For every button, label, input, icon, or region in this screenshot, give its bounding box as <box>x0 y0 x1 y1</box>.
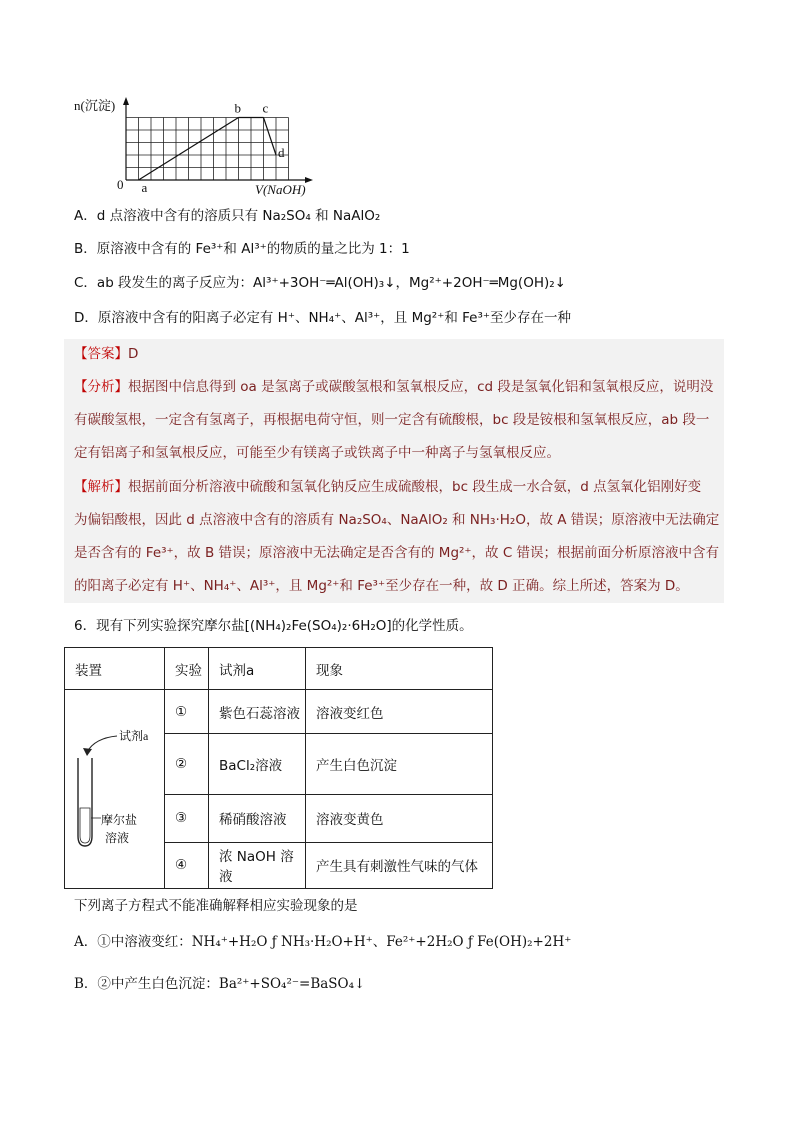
reagent-2: BaCl₂溶液 <box>209 734 306 794</box>
phenomenon-3: 溶液变黄色 <box>306 794 493 842</box>
exp-no-4: ④ <box>165 842 209 888</box>
solution-line-1 <box>74 478 701 496</box>
solution-label-2: 溶液 <box>105 831 130 845</box>
option-c-q5: C．ab 段发生的离子反应为：Al³⁺+3OH⁻═Al(OH)₃↓，Mg²⁺+2OH⁻═Mg(OH)₂↓ <box>74 275 566 291</box>
table-row <box>65 690 493 734</box>
header-reagent: 试剂a <box>209 648 306 690</box>
x-axis-arrow <box>305 177 313 183</box>
answer-line <box>74 345 138 363</box>
header-apparatus: 装置 <box>65 648 165 690</box>
solution-text-1: 根据前面分析溶液中硫酸和氢氧化钠反应生成硫酸根，bc 段生成一水合氨，d 点氢氧化铝刚好变 <box>128 479 702 495</box>
analysis-tag: 【分析】 <box>74 379 128 395</box>
q6-question: 下列离子方程式不能准确解释相应实验现象的是 <box>74 898 358 914</box>
reagent-4: 浓 NaOH 溶液 <box>209 842 306 888</box>
y-axis-arrow <box>123 97 129 105</box>
series-segment <box>264 118 277 156</box>
exp-no-2: ② <box>165 734 209 794</box>
origin-label: 0 <box>117 177 124 192</box>
chart-axes <box>123 97 313 183</box>
y-axis-label: n(沉淀) <box>74 98 116 113</box>
phenomenon-2: 产生白色沉淀 <box>306 734 493 794</box>
test-tube-diagram <box>65 690 164 888</box>
point-label-d: d <box>278 145 285 160</box>
analysis-text-1: 根据图中信息得到 oa 是氢离子或碳酸氢根和氢氧根反应，cd 段是氢氧化铝和氢氧根反应，说明没 <box>128 379 714 395</box>
q6-stem: 6．现有下列实验探究摩尔盐[(NH₄)₂Fe(SO₄)₂·6H₂O]的化学性质。 <box>74 618 473 634</box>
option-b-q5: B．原溶液中含有的 Fe³⁺和 Al³⁺的物质的量之比为 1：1 <box>74 241 410 257</box>
header-experiment: 实验 <box>165 648 209 690</box>
exp-no-1: ① <box>165 690 209 734</box>
chart-series <box>139 118 277 181</box>
point-label-b: b <box>234 100 241 116</box>
arrow-head <box>83 748 92 756</box>
chart-grid <box>126 118 289 181</box>
reagent-3: 稀硝酸溶液 <box>209 794 306 842</box>
phenomenon-1: 溶液变红色 <box>306 690 493 734</box>
reagent-label: 试剂a <box>119 729 149 743</box>
x-axis-label: V(NaOH) <box>255 182 306 197</box>
analysis-line-3: 定有铝离子和氢氧根反应，可能至少有镁离子或铁离子中一种离子与氢氧根反应。 <box>74 445 560 461</box>
experiment-table <box>64 647 493 889</box>
reagent-1: 紫色石蕊溶液 <box>209 690 306 734</box>
option-a-q5: A．d 点溶液中含有的溶质只有 Na₂SO₄ 和 NaAlO₂ <box>74 208 381 224</box>
apparatus-cell <box>65 690 165 889</box>
solution-line-2: 为偏铝酸根，因此 d 点溶液中含有的溶质有 Na₂SO₄、NaAlO₂ 和 NH₃·H₂O，故 A 错误；原溶液中无法确定 <box>74 512 720 528</box>
point-label-c: c <box>262 100 269 116</box>
analysis-line-1 <box>74 378 713 396</box>
option-d-q5: D．原溶液中含有的阳离子必定有 H⁺、NH₄⁺、Al³⁺，且 Mg²⁺和 Fe³⁺至少存在一种 <box>74 310 571 326</box>
solution-tag: 【解析】 <box>74 479 128 495</box>
header-phenomenon: 现象 <box>306 648 493 690</box>
point-label-a: a <box>141 180 148 195</box>
solution-label-1: 摩尔盐 <box>101 813 138 827</box>
answer-value: D <box>128 346 139 362</box>
answer-tag: 【答案】 <box>74 346 128 362</box>
solution-fill <box>80 808 90 843</box>
phenomenon-4: 产生具有刺激性气味的气体 <box>306 842 493 888</box>
q6-option-a: A．①中溶液变红：NH₄⁺+H₂O ƒ NH₃·H₂O+H⁺、Fe²⁺+2H₂O ƒ Fe(OH)₂+2H⁺ <box>74 934 572 950</box>
solution-line-3: 是否含有的 Fe³⁺，故 B 错误；原溶液中无法确定是否含有的 Mg²⁺，故 C 错误；根据前面分析原溶液中含有 <box>74 545 720 561</box>
precipitate-chart <box>60 96 360 200</box>
q6-option-b: B．②中产生白色沉淀：Ba²⁺+SO₄²⁻=BaSO₄↓ <box>74 976 366 992</box>
solution-line-4: 的阳离子必定有 H⁺、NH₄⁺、Al³⁺，且 Mg²⁺和 Fe³⁺至少存在一种，故 D 正确。综上所述，答案为 D。 <box>74 578 689 594</box>
table-header-row <box>65 648 493 690</box>
exp-no-3: ③ <box>165 794 209 842</box>
analysis-line-2: 有碳酸氢根，一定含有氢离子，再根据电荷守恒，则一定含有硫酸根，bc 段是铵根和氢氧根反应，ab 段一 <box>74 412 710 428</box>
